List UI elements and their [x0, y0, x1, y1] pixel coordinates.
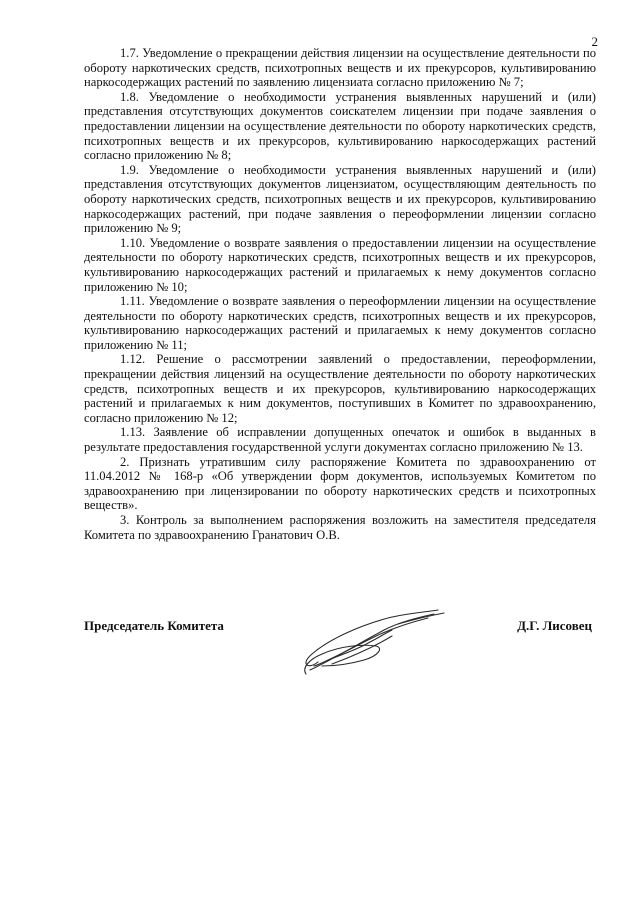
- document-body: [84, 46, 596, 542]
- paragraph-1-12: 1.12. Решение о рассмотрении заявлений о предоставлении, переоформлении, прекращении действия лицензий на осуществление деятельности по обороту наркотических средств, психотропных веществ и их прекурсоров, культивированию наркосодержащих растений и прилагаемых к ним документов, поступивших в Комитет по здравоохранению, согласно приложению № 12;: [84, 352, 596, 425]
- paragraph-2: 2. Признать утратившим силу распоряжение Комитета по здравоохранению от 11.04.2012 № 168-р «Об утверждении форм документов, используемых Комитетом по здравоохранению при лицензировании по обороту наркотических средств и психотропных веществ».: [84, 454, 596, 513]
- paragraph-1-9: 1.9. Уведомление о необходимости устранения выявленных нарушений и (или) представления отсутствующих документов лицензиатом, осуществляющим деятельность по обороту наркотических средств, психотропных веществ и их прекурсоров, культивированию наркосодержащих растений, при подаче заявления о переоформлении лицензии согласно приложению № 9;: [84, 162, 596, 236]
- paragraph-1-8: 1.8. Уведомление о необходимости устранения выявленных нарушений и (или) представления отсутствующих документов соискателем лицензии при подаче заявления о предоставлении лицензии на осуществление деятельности по обороту наркотических средств, психотропных веществ и их прекурсоров, культивированию наркосодержащих растений согласно приложению № 8;: [84, 89, 596, 163]
- signatory-title: Председатель Комитета: [84, 618, 224, 633]
- handwritten-signature-icon: [288, 604, 448, 684]
- paragraph-1-11: 1.11. Уведомление о возврате заявления о переоформлении лицензии на осуществление деятельности по обороту наркотических средств, психотропных веществ и их прекурсоров, культивированию наркосодержащих растений и прилагаемых к нему документов согласно приложению № 11;: [84, 294, 596, 352]
- page-number: 2: [591, 34, 598, 49]
- paragraph-1-13: 1.13. Заявление об исправлении допущенных опечаток и ошибок в выданных в результате предоставления государственной услуги документах согласно приложению № 13.: [84, 425, 596, 455]
- paragraph-3: 3. Контроль за выполнением распоряжения возложить на заместителя председателя Комитета по здравоохранению Гранатович О.В.: [84, 513, 596, 542]
- signature-block: [84, 618, 596, 688]
- paragraph-1-10: 1.10. Уведомление о возврате заявления о предоставлении лицензии на осуществление деятельности по обороту наркотических средств, психотропных веществ и их прекурсоров, культивированию наркосодержащих растений и прилагаемых к нему документов согласно приложению № 10;: [84, 235, 596, 294]
- signature-stroke: [332, 636, 392, 664]
- signatory-name: Д.Г. Лисовец: [517, 618, 592, 633]
- paragraph-1-7: 1.7. Уведомление о прекращении действия лицензии на осуществление деятельности по обороту наркотических средств, психотропных веществ и их прекурсоров, культивированию наркосодержащих растений по заявлению лицензиата согласно приложению № 7;: [84, 46, 596, 90]
